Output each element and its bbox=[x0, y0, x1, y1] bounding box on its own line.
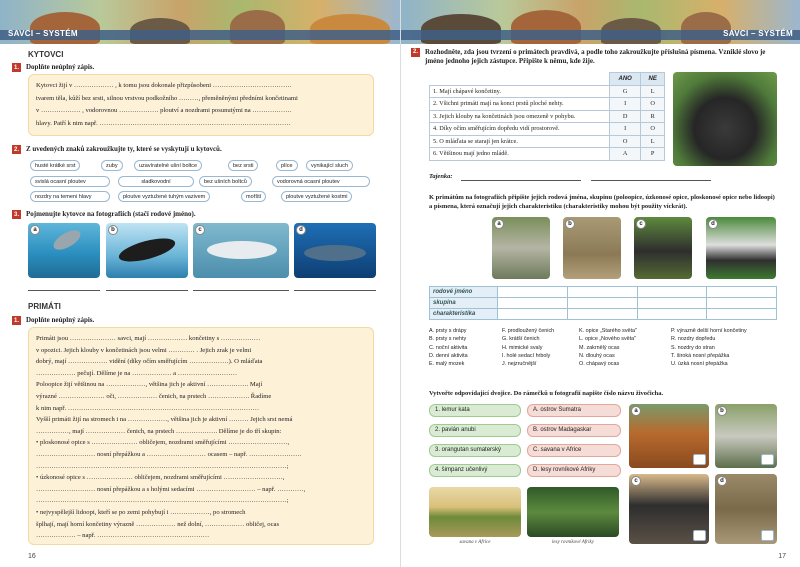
option: M. zakrnělý ocas bbox=[579, 344, 620, 351]
answer-box[interactable] bbox=[693, 454, 706, 465]
trait-chip[interactable]: ploutve vyztužené tuhým vazivem bbox=[118, 191, 210, 202]
letter-yes[interactable]: A bbox=[610, 148, 641, 161]
pair-habitat[interactable]: B. ostrov Madagaskar bbox=[527, 424, 621, 437]
fill-line: Poloopice žijí většinou na ………………, většina jich je aktivní ………………. Mají bbox=[36, 381, 263, 389]
photo-label: c bbox=[195, 225, 205, 235]
grid-cell[interactable] bbox=[707, 287, 777, 298]
fill-line: ……………………… nosní přepážkou a s holými sedacími ……………………… – např. …………, bbox=[36, 485, 306, 493]
section-title-kytovci: KYTOVCI bbox=[28, 50, 64, 59]
banner-title: SAVCI – SYSTÉM bbox=[8, 29, 78, 38]
statement: 6. Většinou mají jedno mládě. bbox=[430, 148, 610, 161]
option: D. denní aktivita bbox=[429, 352, 468, 359]
trait-chip[interactable]: ploutve vyztužené kostmi bbox=[281, 191, 352, 202]
letter-yes[interactable]: D bbox=[610, 110, 641, 123]
fill-line: v ……………… , vodorovnou ……………… ploutví a nozdrami posunutými na ……………… bbox=[36, 107, 292, 114]
fill-line: hlavy. Patří k nim např. …………………………………………………………………………… bbox=[36, 119, 291, 127]
letter-no[interactable]: R bbox=[641, 110, 665, 123]
photo-label: b bbox=[108, 225, 118, 235]
option: G. krátší čenich bbox=[502, 336, 540, 343]
task-number: 2. bbox=[13, 146, 19, 153]
grid-cell[interactable] bbox=[637, 298, 707, 309]
fill-in-box-kytovci[interactable] bbox=[28, 74, 374, 136]
option: A. prsty s drápy bbox=[429, 328, 467, 334]
caption-rainforest: lesy rovníkové Afriky bbox=[552, 540, 594, 545]
task-text: Pojmenujte kytovce na fotografiích (stačí rodové jméno). bbox=[26, 210, 196, 218]
task-right-1 bbox=[411, 48, 781, 66]
pair-animal[interactable]: 3. orangutan sumaterský bbox=[429, 444, 521, 457]
answer-line[interactable] bbox=[106, 290, 188, 291]
task-number: 1. bbox=[13, 64, 19, 71]
photo-label: a bbox=[494, 219, 504, 229]
column-ano: ANO bbox=[610, 73, 641, 86]
option: E. malý mozek bbox=[429, 361, 465, 368]
fill-line: • úzkonosé opice s ………………… obličejem, nozdrami směřujícími ………………………, bbox=[36, 474, 285, 482]
fill-line: ……………………… nosní přepážkou a ……………………… ocasem – např. …………………… bbox=[36, 450, 302, 458]
option: S. nozdry do stran bbox=[671, 344, 715, 351]
task-number: 3. bbox=[13, 211, 19, 218]
trait-chip[interactable]: bez ušních boltců bbox=[199, 176, 252, 187]
table-row bbox=[430, 135, 665, 148]
grid-row-label: rodové jméno bbox=[430, 287, 498, 298]
option: R. nozdry dopředu bbox=[671, 336, 716, 343]
task-text: Doplňte neúplný zápis. bbox=[26, 63, 95, 71]
option: F. prodloužený čenich bbox=[502, 328, 555, 334]
trait-chip[interactable]: svislá ocasní ploutev bbox=[30, 176, 110, 187]
page-number: 16 bbox=[28, 553, 36, 560]
options-column-1 bbox=[429, 327, 468, 368]
answer-line[interactable] bbox=[193, 290, 289, 291]
option: L. opice „Nového světa" bbox=[579, 336, 637, 343]
statement: 2. Všichni primáti mají na konci prstů ploché nehty. bbox=[430, 98, 610, 111]
trait-chip[interactable]: zuby bbox=[101, 160, 123, 171]
option: O. chápavý ocas bbox=[579, 361, 620, 368]
photo-label: a bbox=[631, 406, 641, 416]
task-1 bbox=[12, 63, 94, 72]
option: C. noční aktivita bbox=[429, 344, 468, 351]
table-row bbox=[430, 123, 665, 136]
grid-cell[interactable] bbox=[567, 287, 637, 298]
table-row bbox=[430, 85, 665, 98]
column-ne: NE bbox=[641, 73, 665, 86]
orca-photo bbox=[106, 223, 188, 278]
beluga-photo bbox=[193, 223, 289, 278]
option: U. úzká nosní přepážka bbox=[671, 361, 728, 368]
option: K. opice „Starého světa" bbox=[579, 328, 637, 334]
letter-no[interactable]: O bbox=[641, 123, 665, 136]
grid-cell[interactable] bbox=[498, 309, 568, 320]
task-right-3-text: Vytvořte odpovídající dvojice. Do rámečků u fotografií napište číslo názvu živočicha. bbox=[429, 390, 664, 397]
fill-line: tvarem těla, kůží bez srsti, silnou vrstvou podkožního ………, přeměněnými předními končetinami bbox=[36, 94, 298, 102]
table-row bbox=[430, 98, 665, 111]
photo-label: c bbox=[631, 476, 641, 486]
option: P. výrazně delší horní končetiny bbox=[671, 328, 747, 334]
fill-line: ……………… pečují. Dělíme je na ……………… a ……………………… bbox=[36, 369, 238, 377]
gorilla-photo bbox=[673, 72, 777, 166]
grid-cell[interactable] bbox=[567, 309, 637, 320]
tajenka-label: Tajenka: bbox=[429, 173, 453, 180]
tajenka-location-input[interactable] bbox=[591, 180, 711, 181]
letter-no[interactable]: L bbox=[641, 85, 665, 98]
pair-habitat[interactable]: A. ostrov Sumatra bbox=[527, 404, 621, 417]
answer-box[interactable] bbox=[693, 530, 706, 541]
primate-grid bbox=[429, 286, 777, 320]
answer-box[interactable] bbox=[761, 454, 774, 465]
grid-cell[interactable] bbox=[637, 309, 707, 320]
letter-no[interactable]: L bbox=[641, 135, 665, 148]
pair-animal[interactable]: 4. šimpanz učenlivý bbox=[429, 464, 521, 477]
fill-line: ……………, mají ……………… čenich, na prstech ………………. Dělíme je do tří skupin: bbox=[36, 427, 282, 435]
answer-box[interactable] bbox=[761, 530, 774, 541]
trait-chip[interactable]: sladkovodní bbox=[118, 176, 194, 187]
tajenka-input[interactable] bbox=[461, 180, 581, 181]
fill-line: ……………………………………………………………………………………………………; bbox=[36, 497, 289, 505]
true-false-table bbox=[429, 72, 665, 161]
letter-yes[interactable]: I bbox=[610, 123, 641, 136]
section-title-primati: PRIMÁTI bbox=[28, 302, 61, 311]
pair-animal[interactable]: 1. lemur kata bbox=[429, 404, 521, 417]
task-3 bbox=[12, 210, 196, 219]
task-text: Rozhodněte, zda jsou tvrzení o primátech pravdivá, a podle toho zakroužkujte příslušná písmena. Vzniklé slovo je jméno jednoho jejich zástupce. Připište k němu, kde žije. bbox=[425, 48, 766, 65]
fill-line: • ploskonosé opice s ………………… obličejem, nozdrami směřujícími ………………………, bbox=[36, 439, 290, 447]
fill-line: v opozici. Jejich klouby v končetinách jsou velmi ………… . Jejich zrak je velmi bbox=[36, 346, 252, 354]
option: B. prsty s nehty bbox=[429, 336, 467, 343]
trait-chip[interactable]: mořští bbox=[241, 191, 266, 202]
options-column-2 bbox=[502, 327, 554, 368]
fill-line: Vyšší primáti žijí na stromech i na ………………, většina jich je aktivní ……… Jejich srst nemá bbox=[36, 416, 293, 424]
grid-cell[interactable] bbox=[707, 309, 777, 320]
trait-chip[interactable]: vynikající sluch bbox=[306, 160, 353, 171]
banner-right bbox=[401, 0, 800, 44]
option: H. mimické svaly bbox=[502, 344, 543, 351]
fill-line: ……………… – např. …………………………………………… bbox=[36, 532, 210, 540]
photo-label: d bbox=[717, 476, 727, 486]
letter-yes[interactable]: G bbox=[610, 85, 641, 98]
task-2 bbox=[12, 145, 222, 154]
caption-savanna: savana v Africe bbox=[459, 540, 491, 545]
trait-chip[interactable]: plíce bbox=[276, 160, 298, 171]
banner-left bbox=[0, 0, 400, 44]
pair-habitat[interactable]: C. savana v Africe bbox=[527, 444, 621, 457]
grid-cell[interactable] bbox=[567, 298, 637, 309]
savanna-photo bbox=[429, 487, 521, 537]
fill-line: k nim např. …………………………………………………………………………… bbox=[36, 404, 260, 412]
table-row bbox=[430, 148, 665, 161]
fill-line: • nejvyspělejší lidoopi, kteří se po zemi pohybují i ………………, po stromech bbox=[36, 508, 246, 516]
grid-cell[interactable] bbox=[707, 298, 777, 309]
statement: 4. Díky očím směřujícím dopředu vidí prostorově. bbox=[430, 123, 610, 136]
fill-line: šplhají, mají horní končetiny výrazně ……………… než dolní, ……………… obličej, ocas bbox=[36, 520, 280, 528]
answer-line[interactable] bbox=[294, 290, 376, 291]
grid-cell[interactable] bbox=[498, 298, 568, 309]
letter-yes[interactable]: I bbox=[610, 98, 641, 111]
options-column-3 bbox=[579, 327, 637, 368]
banner-title: SAVCI – SYSTÉM bbox=[723, 29, 793, 38]
photo-label: c bbox=[636, 219, 646, 229]
options-column-4 bbox=[671, 327, 747, 368]
task-number: 2. bbox=[412, 49, 418, 55]
trait-chip[interactable]: uzavíratelné ušní boltce bbox=[134, 160, 202, 171]
fill-in-box-primati[interactable] bbox=[28, 327, 374, 545]
trait-chip[interactable]: nozdry na temeni hlavy bbox=[30, 191, 110, 202]
pair-habitat[interactable]: D. lesy rovníkové Afriky bbox=[527, 464, 621, 477]
answer-line[interactable] bbox=[28, 290, 100, 291]
page-number: 17 bbox=[778, 553, 786, 560]
grid-cell[interactable] bbox=[637, 287, 707, 298]
grid-row-label: charakteristika bbox=[430, 309, 498, 320]
task-right-2-text: K primátům na fotografiích připište jejich rodová jména, skupinu (poloopice, úzkonosé opice, ploskonosé opice nebo lidoopi) a písmena, která označují jejich charakteristiku (charakteristiky mohou být použity víckrát). bbox=[429, 194, 775, 210]
task-4 bbox=[12, 316, 94, 325]
whale-photo bbox=[294, 223, 376, 278]
fill-line: Kytovci žijí v ……………… , k tomu jsou dokonale přizpůsobeni ……………………………… bbox=[36, 82, 292, 89]
rainforest-photo bbox=[527, 487, 619, 537]
photo-label: a bbox=[30, 225, 40, 235]
grid-row-label: skupina bbox=[430, 298, 498, 309]
statement: 3. Jejich klouby na končetinách jsou omezeně v pohybu. bbox=[430, 110, 610, 123]
fill-line: ……………………………………………………………………………………………………; bbox=[36, 462, 289, 470]
option: I. holé sedací hrboly bbox=[502, 352, 551, 359]
photo-label: b bbox=[565, 219, 575, 229]
trait-chip[interactable]: vodorovná ocasní ploutev bbox=[272, 176, 370, 187]
task-text: Z uvedených znaků zakroužkujte ty, které se vyskytují u kytovců. bbox=[26, 145, 222, 153]
letter-no[interactable]: O bbox=[641, 98, 665, 111]
table-row bbox=[430, 110, 665, 123]
statement: 1. Mají chápavé končetiny. bbox=[430, 85, 610, 98]
task-number: 1. bbox=[13, 317, 19, 324]
photo-label: d bbox=[296, 225, 306, 235]
option: J. nejzručnější bbox=[502, 361, 537, 368]
fill-line: Primáti jsou ………………… savci, mají ……………… končetiny s ……………… bbox=[36, 335, 261, 342]
option: T. široká nosní přepážka bbox=[671, 352, 730, 359]
trait-chip[interactable]: husté krátké srst bbox=[30, 160, 80, 171]
letter-yes[interactable]: O bbox=[610, 135, 641, 148]
trait-chip[interactable]: bez srsti bbox=[228, 160, 258, 171]
fill-line: výrazné ………………… oči, ……………… čenich, na prstech ………………. Řadíme bbox=[36, 392, 272, 400]
letter-no[interactable]: P bbox=[641, 148, 665, 161]
fill-line: dobrý, mají ……………… vidění (díky očím směřujícím ………………). O mláďata bbox=[36, 358, 263, 366]
grid-cell[interactable] bbox=[498, 287, 568, 298]
right-page bbox=[400, 0, 800, 567]
task-text: Doplňte neúplný zápis. bbox=[26, 316, 95, 324]
photo-label: b bbox=[717, 406, 727, 416]
option: N. dlouhý ocas bbox=[579, 352, 615, 359]
photo-label: d bbox=[708, 219, 718, 229]
statement: 5. O mláďata se starají jen krátce. bbox=[430, 135, 610, 148]
pair-animal[interactable]: 2. pavián anubi bbox=[429, 424, 521, 437]
